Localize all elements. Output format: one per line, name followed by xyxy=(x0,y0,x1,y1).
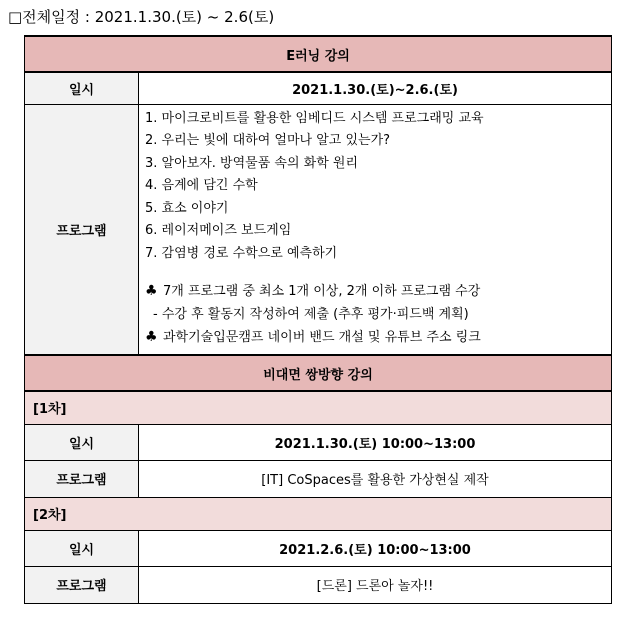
program-item-6: 6. 레이저메이즈 보드게임 xyxy=(145,223,292,238)
elearning-program-label: 프로그램 xyxy=(25,104,139,355)
round-2-program-label: 프로그램 xyxy=(25,566,139,603)
note-1-sub: - 수강 후 활동지 작성하여 제출 (추후 평가·피드백 계획) xyxy=(153,306,469,322)
remote-header-row xyxy=(25,355,612,391)
elearning-date-label: 일시 xyxy=(25,72,139,104)
program-item-2: 2. 우리는 빛에 대하여 얼마나 알고 있는가? xyxy=(145,133,391,148)
remote-heading: 비대면 쌍방향 강의 xyxy=(25,355,612,391)
round-1-date-label: 일시 xyxy=(25,424,139,460)
note-2-text: 과학기술입문캠프 네이버 밴드 개설 및 유튜브 주소 링크 xyxy=(163,330,481,345)
program-item-3: 3. 알아보자. 방역물품 속의 화학 원리 xyxy=(145,155,359,171)
round-1-program-value: [IT] CoSpaces를 활용한 가상현실 제작 xyxy=(139,460,612,497)
club-icon: ♣ xyxy=(145,329,158,345)
elearning-program-row xyxy=(25,104,612,355)
round-1-row xyxy=(25,391,612,424)
round-2-program-value: [드론] 드론아 놀자!! xyxy=(139,566,612,603)
round-2-row xyxy=(25,497,612,530)
round-1-date-row xyxy=(25,424,612,460)
round-2-program-row xyxy=(25,566,612,603)
round-1-program-row xyxy=(25,460,612,497)
program-item-5: 5. 효소 이야기 xyxy=(145,200,229,216)
round-1-program-label: 프로그램 xyxy=(25,460,139,497)
note-2 xyxy=(145,326,605,350)
round-2-date-label: 일시 xyxy=(25,530,139,566)
program-item-4: 4. 음계에 담긴 수학 xyxy=(145,178,258,193)
round-2-label: [2차] xyxy=(25,497,612,530)
note-1 xyxy=(145,280,605,304)
round-2-date-value: 2021.2.6.(토) 10:00~13:00 xyxy=(139,530,612,566)
elearning-date-value: 2021.1.30.(토)~2.6.(토) xyxy=(139,72,612,104)
round-2-date-row xyxy=(25,530,612,566)
elearning-date-row xyxy=(25,72,612,104)
round-1-label: [1차] xyxy=(25,391,612,424)
program-item-7: 7. 감염병 경로 수학으로 예측하기 xyxy=(145,245,338,261)
elearning-heading: E러닝 강의 xyxy=(25,36,612,72)
program-item-1: 1. 마이크로비트를 활용한 임베디드 시스템 프로그래밍 교육 xyxy=(145,110,484,126)
elearning-header-row xyxy=(25,36,612,72)
elearning-program-list xyxy=(139,104,612,355)
round-1-date-value: 2021.1.30.(토) 10:00~13:00 xyxy=(139,424,612,460)
program-spacer xyxy=(145,265,605,280)
schedule-table xyxy=(24,35,612,604)
note-1-text: 7개 프로그램 중 최소 1개 이상, 2개 이하 프로그램 수강 xyxy=(163,284,481,299)
page-title: □전체일정 : 2021.1.30.(토) ~ 2.6(토) xyxy=(8,8,275,26)
club-icon: ♣ xyxy=(145,283,158,299)
